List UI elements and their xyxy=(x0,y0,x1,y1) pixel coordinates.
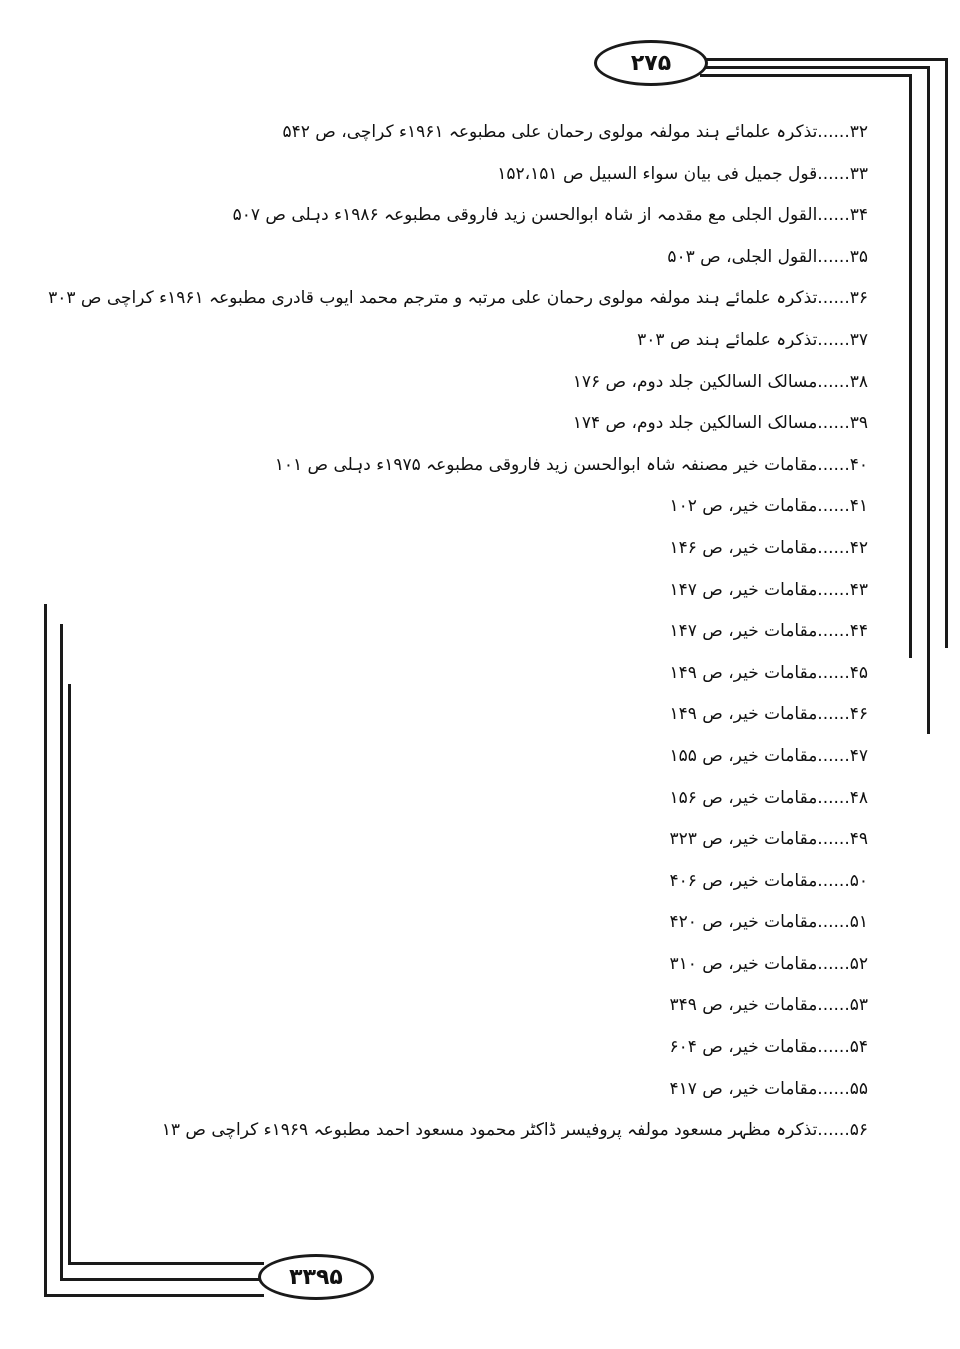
reference-item-35: ۳۵......القول الجلی، ص ۵۰۳ xyxy=(667,246,868,267)
reference-item-56: ۵۶......تذکرہ مظہر مسعود مولفہ پروفیسر ڈاکٹر محمود مسعود احمد مطبوعہ ۱۹۶۹ء کراچی ص ۱۳ xyxy=(161,1120,868,1141)
reference-item-48: ۴۸......مقامات خیر، ص ۱۵۶ xyxy=(669,787,868,808)
reference-item-32: ۳۲......تذکرہ علمائے ہند مولفہ مولوی رحمان علی مطبوعہ ۱۹۶۱ء کراچی، ص ۵۴۲ xyxy=(282,122,868,142)
left-frame-line-outer xyxy=(44,604,47,1296)
left-frame-line-middle xyxy=(60,624,63,1280)
right-frame-line-middle xyxy=(927,66,930,734)
reference-item-46: ۴۶......مقامات خیر، ص ۱۴۹ xyxy=(669,704,868,725)
top-frame-line-middle xyxy=(700,66,930,69)
reference-item-41: ۴۱......مقامات خیر، ص ۱۰۲ xyxy=(669,496,868,517)
reference-item-34: ۳۴......القول الجلی مع مقدمہ از شاہ ابوالحسن زید فاروقی مطبوعہ ۱۹۸۶ء دہلی ص ۵۰۷ xyxy=(232,205,868,226)
reference-item-40: ۴۰......مقامات خیر مصنفہ شاہ ابوالحسن زید فاروقی مطبوعہ ۱۹۷۵ء دہلی ص ۱۰۱ xyxy=(274,454,868,475)
reference-item-45: ۴۵......مقامات خیر، ص ۱۴۹ xyxy=(669,662,868,683)
right-frame-line-outer xyxy=(945,58,948,648)
reference-item-37: ۳۷......تذکرہ علمائے ہند ص ۳۰۳ xyxy=(637,329,868,350)
bottom-frame-line-outer xyxy=(44,1294,264,1297)
reference-item-52: ۵۲......مقامات خیر، ص ۳۱۰ xyxy=(669,953,868,974)
right-frame-line-inner xyxy=(909,74,912,658)
bottom-frame-line-inner xyxy=(68,1262,264,1265)
reference-item-39: ۳۹......مسالک السالکین جلد دوم، ص ۱۷۴ xyxy=(572,413,868,434)
reference-item-43: ۴۳......مقامات خیر، ص ۱۴۷ xyxy=(669,579,868,600)
reference-item-36: ۳۶......تذکرہ علمائے ہند مولفہ مولوی رحمان علی مرتبہ و مترجم محمد ایوب قادری مطبوعہ ۱۹۶۱ء کراچی ص ۳۰۳ xyxy=(48,288,868,309)
top-frame-line-inner xyxy=(700,74,912,77)
reference-item-47: ۴۷......مقامات خیر، ص ۱۵۵ xyxy=(669,745,868,766)
reference-item-55: ۵۵......مقامات خیر، ص ۴۱۷ xyxy=(669,1078,868,1099)
reference-item-53: ۵۳......مقامات خیر، ص ۳۴۹ xyxy=(669,995,868,1016)
top-page-number: ۲۷۵ xyxy=(594,40,708,86)
reference-item-38: ۳۸......مسالک السالکین جلد دوم، ص ۱۷۶ xyxy=(572,371,868,392)
reference-item-33: ۳۳......قول جمیل فی بیان سواء السبیل ص ۱۵۲،۱۵۱ xyxy=(497,163,868,184)
reference-list xyxy=(48,112,868,1152)
bottom-page-number: ۳۳۹۵ xyxy=(258,1254,374,1300)
top-frame-line-outer xyxy=(700,58,948,61)
bottom-frame-line-middle xyxy=(60,1278,264,1281)
reference-item-50: ۵۰......مقامات خیر، ص ۴۰۶ xyxy=(669,870,868,891)
reference-item-44: ۴۴......مقامات خیر، ص ۱۴۷ xyxy=(669,621,868,642)
reference-item-51: ۵۱......مقامات خیر، ص ۴۲۰ xyxy=(669,912,868,933)
reference-item-42: ۴۲......مقامات خیر، ص ۱۴۶ xyxy=(669,537,868,558)
reference-item-54: ۵۴......مقامات خیر، ص ۶۰۴ xyxy=(669,1037,868,1058)
reference-item-49: ۴۹......مقامات خیر، ص ۳۲۳ xyxy=(669,829,868,850)
